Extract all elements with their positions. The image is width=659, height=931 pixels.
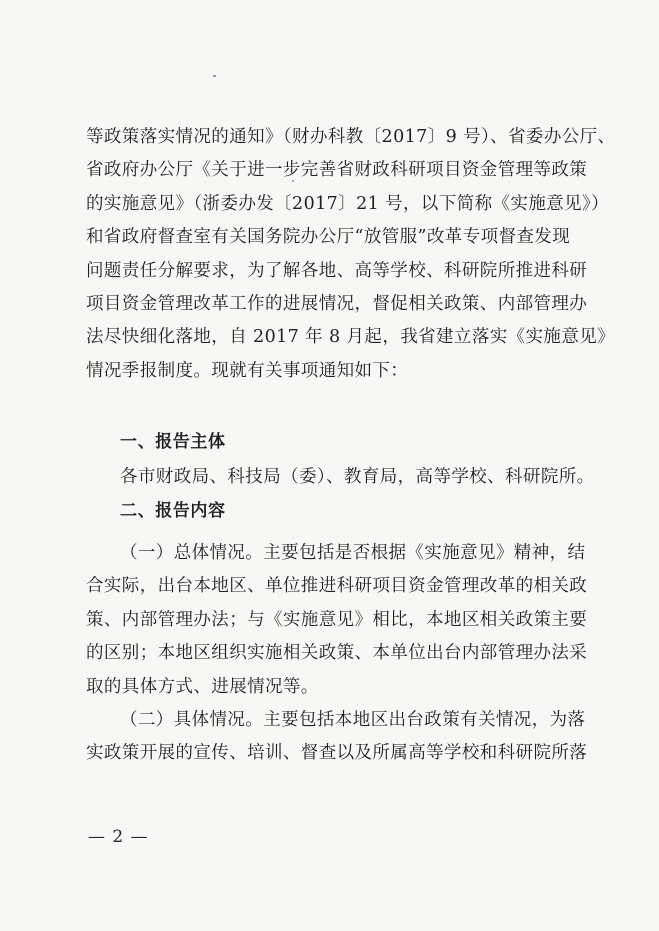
text-line: 的实施意见》（浙委办发〔2017〕21 号，以下简称《实施意见》） <box>86 193 610 214</box>
text-line: 和省政府督查室有关国务院办公厅“放管服”改革专项督查发现 <box>86 227 571 248</box>
text-line: 合实际，出台本地区、单位推进科研项目资金管理改革的相关政 <box>86 576 588 597</box>
section-body-reporting-entities: 各市财政局、科技局（委）、教育局，高等学校、科研院所。 <box>120 467 595 487</box>
page-number: — 2 — <box>88 827 149 847</box>
item2-paragraph <box>86 704 588 771</box>
text-line: 的区别；本地区组织实施相关政策、本单位出台内部管理办法采 <box>86 643 588 664</box>
text-line: 项目资金管理改革工作的进展情况，督促相关政策、内部管理办 <box>86 294 588 315</box>
text-line: （一）总体情况。主要包括是否根据《实施意见》精神，结 <box>120 543 586 563</box>
text-line: 问题责任分解要求，为了解各地、高等学校、科研院所推进科研 <box>86 260 588 281</box>
text-line: 取的具体方式、进展情况等。 <box>86 676 319 697</box>
section-heading-report-content: 二、报告内容 <box>120 501 226 521</box>
text-line: 策、内部管理办法；与《实施意见》相比，本地区相关政策主要 <box>86 609 588 630</box>
text-line: 实政策开展的宣传、培训、督查以及所属高等学校和科研院所落 <box>86 743 588 764</box>
scan-speck <box>213 75 216 77</box>
text-line: 等政策落实情况的通知》（财办科教〔2017〕9 号）、省委办公厅、 <box>86 127 616 147</box>
section-heading-reporting-entities: 一、报告主体 <box>120 432 226 452</box>
text-line: （二）具体情况。主要包括本地区出台政策有关情况，为落 <box>120 710 586 730</box>
intro-paragraph <box>86 121 616 388</box>
text-line: 法尽快细化落地，自 2017 年 8 月起，我省建立落实《实施意见》 <box>86 327 616 348</box>
text-line: 省政府办公厅《关于进一步完善省财政科研项目资金管理等政策 <box>86 160 588 181</box>
text-line: 情况季报制度。现就有关事项通知如下： <box>86 360 409 381</box>
item1-paragraph <box>86 537 588 704</box>
